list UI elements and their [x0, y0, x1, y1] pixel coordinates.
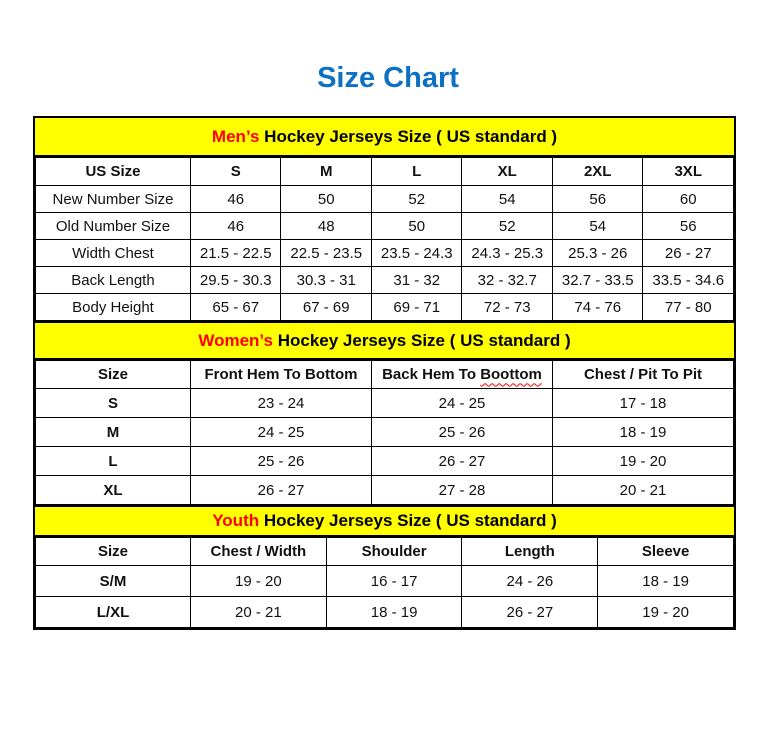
column-header-text: Back Hem To — [382, 366, 481, 384]
size-cell: 21.5 - 22.5 — [190, 240, 281, 267]
size-cell: 54 — [462, 186, 553, 213]
size-cell: 69 - 71 — [371, 294, 462, 321]
column-header: Chest / Pit To Pit — [552, 361, 733, 389]
column-header: Size — [36, 538, 191, 566]
table-row — [36, 476, 734, 505]
size-cell: 25.3 - 26 — [552, 240, 643, 267]
size-cell: 23.5 - 24.3 — [371, 240, 462, 267]
size-cell: 19 - 20 — [552, 447, 733, 476]
row-label: S — [36, 389, 191, 418]
header-row — [36, 361, 734, 389]
women-size-table — [35, 360, 734, 505]
women-section-banner — [35, 321, 734, 360]
misspelled-word: Boottom — [480, 366, 542, 384]
table-row — [36, 389, 734, 418]
column-header: L — [371, 158, 462, 186]
table-row — [36, 213, 734, 240]
size-cell: 24.3 - 25.3 — [462, 240, 553, 267]
row-label: XL — [36, 476, 191, 505]
size-cell: 17 - 18 — [552, 389, 733, 418]
size-cell: 31 - 32 — [371, 267, 462, 294]
size-cell: 24 - 25 — [371, 389, 552, 418]
header-row — [36, 158, 734, 186]
column-header: US Size — [36, 158, 191, 186]
column-header: S — [190, 158, 281, 186]
column-header: Length — [462, 538, 598, 566]
size-cell: 72 - 73 — [462, 294, 553, 321]
header-row — [36, 538, 734, 566]
size-cell: 16 - 17 — [326, 566, 462, 597]
row-label: New Number Size — [36, 186, 191, 213]
size-cell: 77 - 80 — [643, 294, 734, 321]
row-label: Old Number Size — [36, 213, 191, 240]
size-cell: 19 - 20 — [190, 566, 326, 597]
youth-banner-text: Hockey Jerseys Size ( US standard ) — [259, 511, 557, 531]
table-row — [36, 597, 734, 628]
size-cell: 56 — [643, 213, 734, 240]
size-cell: 67 - 69 — [281, 294, 372, 321]
size-cell: 32 - 32.7 — [462, 267, 553, 294]
size-cell: 26 - 27 — [190, 476, 371, 505]
size-cell: 24 - 26 — [462, 566, 598, 597]
size-cell: 18 - 19 — [552, 418, 733, 447]
youth-section — [35, 505, 734, 628]
table-row — [36, 294, 734, 321]
size-cell: 32.7 - 33.5 — [552, 267, 643, 294]
table-row — [36, 240, 734, 267]
size-chart-table — [33, 116, 736, 630]
men-section — [35, 118, 734, 321]
youth-banner-highlight: Youth — [212, 511, 260, 531]
size-cell: 26 - 27 — [371, 447, 552, 476]
size-cell: 25 - 26 — [371, 418, 552, 447]
size-cell: 52 — [371, 186, 462, 213]
size-cell: 22.5 - 23.5 — [281, 240, 372, 267]
size-cell: 52 — [462, 213, 553, 240]
size-cell: 27 - 28 — [371, 476, 552, 505]
women-section — [35, 321, 734, 505]
table-row — [36, 418, 734, 447]
column-header: Shoulder — [326, 538, 462, 566]
column-header: 2XL — [552, 158, 643, 186]
size-cell: 20 - 21 — [552, 476, 733, 505]
page-title: Size Chart — [317, 62, 459, 94]
size-cell: 20 - 21 — [190, 597, 326, 628]
row-label: Body Height — [36, 294, 191, 321]
youth-size-table — [35, 537, 734, 628]
column-header: Chest / Width — [190, 538, 326, 566]
row-label: Back Length — [36, 267, 191, 294]
size-cell: 50 — [281, 186, 372, 213]
size-cell: 46 — [190, 213, 281, 240]
column-header: XL — [462, 158, 553, 186]
column-header: 3XL — [643, 158, 734, 186]
size-cell: 25 - 26 — [190, 447, 371, 476]
men-section-banner — [35, 118, 734, 157]
table-row — [36, 447, 734, 476]
size-cell: 65 - 67 — [190, 294, 281, 321]
row-label: M — [36, 418, 191, 447]
row-label: L — [36, 447, 191, 476]
column-header — [371, 361, 552, 389]
table-row — [36, 267, 734, 294]
youth-section-banner — [35, 505, 734, 537]
size-cell: 18 - 19 — [326, 597, 462, 628]
row-label: Width Chest — [36, 240, 191, 267]
size-cell: 33.5 - 34.6 — [643, 267, 734, 294]
column-header: Front Hem To Bottom — [190, 361, 371, 389]
row-label: L/XL — [36, 597, 191, 628]
row-label: S/M — [36, 566, 191, 597]
men-banner-text: Hockey Jerseys Size ( US standard ) — [259, 126, 558, 146]
column-header: M — [281, 158, 372, 186]
men-banner-highlight: Men’s — [211, 126, 260, 146]
size-cell: 48 — [281, 213, 372, 240]
column-header: Size — [36, 361, 191, 389]
size-cell: 56 — [552, 186, 643, 213]
men-size-table — [35, 157, 734, 321]
size-cell: 23 - 24 — [190, 389, 371, 418]
size-cell: 26 - 27 — [462, 597, 598, 628]
size-cell: 24 - 25 — [190, 418, 371, 447]
size-cell: 18 - 19 — [598, 566, 734, 597]
size-cell: 46 — [190, 186, 281, 213]
women-banner-highlight: Women’s — [198, 330, 273, 350]
size-cell: 54 — [552, 213, 643, 240]
column-header: Sleeve — [598, 538, 734, 566]
table-row — [36, 566, 734, 597]
women-banner-text: Hockey Jerseys Size ( US standard ) — [272, 330, 571, 350]
size-cell: 60 — [643, 186, 734, 213]
size-cell: 19 - 20 — [598, 597, 734, 628]
size-cell: 26 - 27 — [643, 240, 734, 267]
size-cell: 30.3 - 31 — [281, 267, 372, 294]
size-cell: 50 — [371, 213, 462, 240]
size-cell: 74 - 76 — [552, 294, 643, 321]
table-row — [36, 186, 734, 213]
size-chart-page — [0, 62, 776, 630]
size-cell: 29.5 - 30.3 — [190, 267, 281, 294]
